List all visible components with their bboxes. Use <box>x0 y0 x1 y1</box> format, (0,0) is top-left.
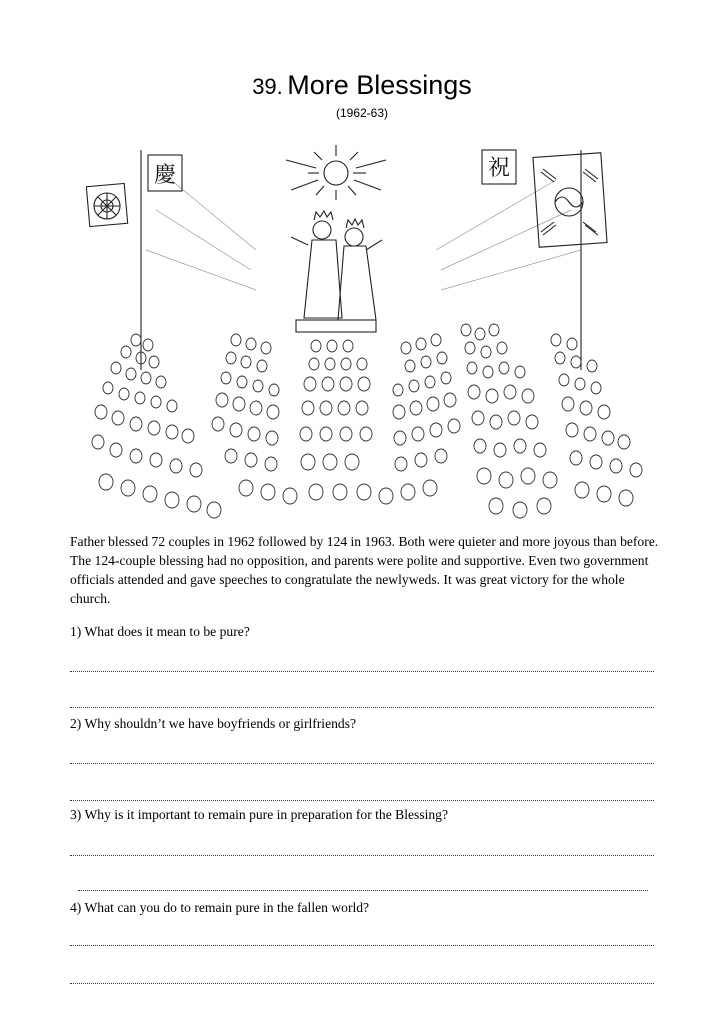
answer-line-3a[interactable] <box>70 855 654 856</box>
answer-line-2b[interactable] <box>70 800 654 801</box>
answer-line-3b[interactable] <box>78 890 648 891</box>
congregation <box>92 324 642 518</box>
right-banner-glyph: 祝 <box>487 156 511 181</box>
story-paragraph: Father blessed 72 couples in 1962 followed by 124 in 1963. Both were quieter and more joyous than before. The 124-couple blessing had no opposition, and parents were polite and supportive. Even two government officials attended and gave speeches to congratulate the newlyweds. It was great victory for the whole church. <box>70 534 659 606</box>
stage <box>296 320 376 332</box>
answer-line-1a[interactable] <box>70 671 654 672</box>
lesson-number: 39. <box>252 74 283 99</box>
question-2: 2) Why shouldn’t we have boyfriends or girlfriends? <box>70 716 357 731</box>
lesson-years: (1962-63) <box>335 106 389 120</box>
page-title <box>0 70 724 101</box>
answer-line-4a[interactable] <box>70 945 654 946</box>
wheel-emblem-icon <box>86 183 127 226</box>
lesson-title: More Blessings <box>287 70 472 100</box>
answer-line-2a[interactable] <box>70 763 654 764</box>
question-3: 3) Why is it important to remain pure in preparation for the Blessing? <box>70 807 449 822</box>
blessing-ceremony-illustration <box>86 140 646 525</box>
question-1: 1) What does it mean to be pure? <box>70 624 250 639</box>
korean-flag-icon <box>533 153 607 248</box>
answer-line-1b[interactable] <box>70 707 654 708</box>
sun-icon <box>286 145 386 200</box>
left-banner-glyph: 慶 <box>153 163 177 188</box>
answer-line-4b[interactable] <box>70 983 654 984</box>
question-4: 4) What can you do to remain pure in the fallen world? <box>70 900 370 915</box>
couple-figures <box>291 211 382 320</box>
